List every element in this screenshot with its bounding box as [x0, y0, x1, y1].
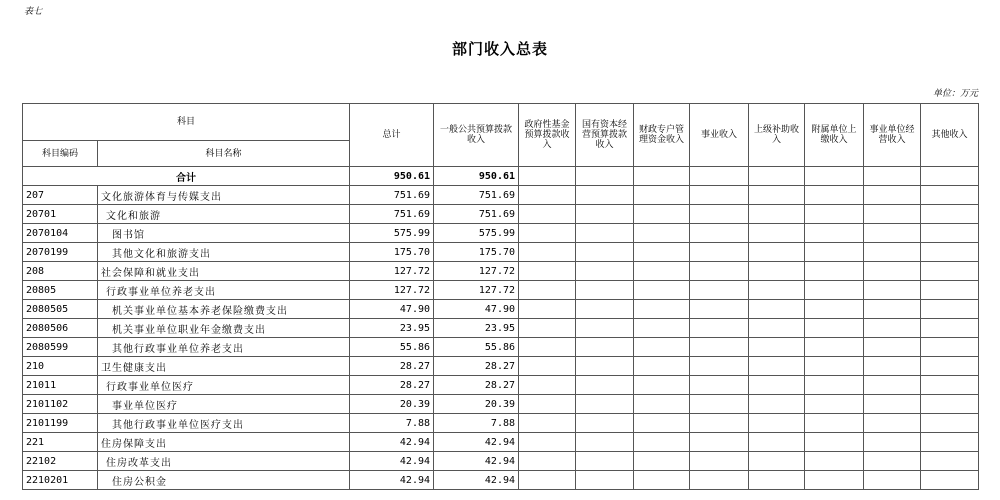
row-code: 221: [23, 433, 98, 452]
empty-cell: [805, 205, 864, 224]
empty-cell: [690, 205, 749, 224]
row-total: 28.27: [350, 376, 434, 395]
empty-cell: [921, 452, 979, 471]
empty-cell: [921, 414, 979, 433]
empty-cell: [864, 414, 921, 433]
row-general: 42.94: [434, 433, 519, 452]
empty-cell: [634, 186, 690, 205]
header-general-budget: 一般公共预算拨款收入: [434, 104, 519, 167]
empty-cell: [690, 357, 749, 376]
income-summary-table: [22, 103, 979, 490]
empty-cell: [576, 243, 634, 262]
empty-cell: [864, 186, 921, 205]
empty-cell: [519, 186, 576, 205]
table-row: [23, 414, 979, 433]
empty-cell: [634, 243, 690, 262]
empty-cell: [576, 414, 634, 433]
empty-cell: [749, 319, 805, 338]
empty-cell: [576, 319, 634, 338]
row-general: 20.39: [434, 395, 519, 414]
empty-cell: [749, 452, 805, 471]
row-name: 住房公积金: [98, 471, 350, 490]
row-code: 210: [23, 357, 98, 376]
row-name: 机关事业单位基本养老保险缴费支出: [98, 300, 350, 319]
empty-cell: [805, 243, 864, 262]
empty-cell: [864, 357, 921, 376]
row-total: 127.72: [350, 262, 434, 281]
empty-cell: [519, 281, 576, 300]
row-name: 住房改革支出: [98, 452, 350, 471]
empty-cell: [690, 414, 749, 433]
empty-cell: [921, 281, 979, 300]
empty-cell: [749, 262, 805, 281]
empty-cell: [634, 338, 690, 357]
empty-cell: [690, 395, 749, 414]
empty-cell: [690, 376, 749, 395]
table-row: [23, 243, 979, 262]
empty-cell: [576, 262, 634, 281]
empty-cell: [519, 205, 576, 224]
row-code: 22102: [23, 452, 98, 471]
empty-cell: [519, 433, 576, 452]
row-code: 208: [23, 262, 98, 281]
empty-cell: [519, 414, 576, 433]
empty-cell: [634, 224, 690, 243]
table-number-label: 表七: [24, 7, 43, 17]
empty-cell: [921, 395, 979, 414]
empty-cell: [864, 452, 921, 471]
row-total: 42.94: [350, 452, 434, 471]
empty-cell: [749, 357, 805, 376]
header-fiscal-special: 财政专户管理资金收入: [634, 104, 690, 167]
empty-cell: [519, 243, 576, 262]
row-name: 文化旅游体育与传媒支出: [98, 186, 350, 205]
header-subject-code: 科目编码: [23, 141, 98, 167]
empty-cell: [519, 338, 576, 357]
empty-cell: [749, 376, 805, 395]
row-total: 751.69: [350, 205, 434, 224]
empty-cell: [576, 395, 634, 414]
empty-cell: [921, 357, 979, 376]
row-name: 住房保障支出: [98, 433, 350, 452]
empty-cell: [576, 281, 634, 300]
empty-cell: [576, 205, 634, 224]
row-total: 751.69: [350, 186, 434, 205]
row-name: 其他文化和旅游支出: [98, 243, 350, 262]
table-row: [23, 452, 979, 471]
empty-cell: [749, 433, 805, 452]
table-row: [23, 224, 979, 243]
empty-cell: [576, 471, 634, 490]
table-row: [23, 205, 979, 224]
empty-cell: [864, 471, 921, 490]
empty-cell: [864, 281, 921, 300]
empty-cell: [864, 224, 921, 243]
empty-cell: [864, 205, 921, 224]
header-business-income: 事业收入: [690, 104, 749, 167]
empty-cell: [805, 338, 864, 357]
row-code: 207: [23, 186, 98, 205]
table-row: [23, 357, 979, 376]
empty-cell: [634, 376, 690, 395]
empty-cell: [690, 224, 749, 243]
row-name: 其他行政事业单位养老支出: [98, 338, 350, 357]
empty-cell: [805, 224, 864, 243]
empty-cell: [690, 243, 749, 262]
header-state-capital: 国有资本经营预算拨款收入: [576, 104, 634, 167]
empty-cell: [634, 452, 690, 471]
row-code: 2210201: [23, 471, 98, 490]
header-subject-name: 科目名称: [98, 141, 350, 167]
row-name: 卫生健康支出: [98, 357, 350, 376]
table-row: [23, 281, 979, 300]
row-code: 2080599: [23, 338, 98, 357]
empty-cell: [519, 395, 576, 414]
empty-cell: [864, 338, 921, 357]
row-general: 751.69: [434, 205, 519, 224]
empty-cell: [749, 243, 805, 262]
empty-cell: [805, 471, 864, 490]
header-total: 总计: [350, 104, 434, 167]
row-general: 7.88: [434, 414, 519, 433]
row-total: 42.94: [350, 471, 434, 490]
total-sum: 950.61: [350, 167, 434, 186]
table-row: [23, 186, 979, 205]
empty-cell: [634, 395, 690, 414]
row-name: 图书馆: [98, 224, 350, 243]
empty-cell: [864, 376, 921, 395]
row-code: 2101102: [23, 395, 98, 414]
empty-cell: [921, 262, 979, 281]
unit-label: 单位：万元: [932, 89, 978, 99]
empty-cell: [864, 300, 921, 319]
empty-cell: [634, 300, 690, 319]
header-other-income: 其他收入: [921, 104, 979, 167]
empty-cell: [749, 395, 805, 414]
row-total: 7.88: [350, 414, 434, 433]
empty-cell: [864, 243, 921, 262]
empty-cell: [749, 471, 805, 490]
row-code: 2070104: [23, 224, 98, 243]
row-code: 2101199: [23, 414, 98, 433]
table-row: [23, 376, 979, 395]
empty-cell: [749, 186, 805, 205]
row-general: 751.69: [434, 186, 519, 205]
empty-cell: [634, 471, 690, 490]
empty-cell: [690, 452, 749, 471]
row-general: 23.95: [434, 319, 519, 338]
empty-cell: [921, 319, 979, 338]
header-subject: 科目: [23, 104, 350, 141]
table-row: [23, 338, 979, 357]
empty-cell: [805, 319, 864, 338]
empty-cell: [576, 338, 634, 357]
empty-cell: [749, 300, 805, 319]
empty-cell: [921, 376, 979, 395]
empty-cell: [519, 224, 576, 243]
empty-cell: [634, 319, 690, 338]
table-row: [23, 300, 979, 319]
empty-cell: [519, 357, 576, 376]
header-superior-subsidy: 上级补助收入: [749, 104, 805, 167]
empty-cell: [576, 433, 634, 452]
empty-cell: [749, 414, 805, 433]
empty-cell: [690, 262, 749, 281]
total-general: 950.61: [434, 167, 519, 186]
empty-cell: [805, 433, 864, 452]
empty-cell: [634, 281, 690, 300]
empty-cell: [805, 262, 864, 281]
row-general: 28.27: [434, 376, 519, 395]
empty-cell: [805, 395, 864, 414]
empty-cell: [921, 471, 979, 490]
empty-cell: [690, 471, 749, 490]
row-name: 其他行政事业单位医疗支出: [98, 414, 350, 433]
empty-cell: [805, 300, 864, 319]
table-row: [23, 433, 979, 452]
empty-cell: [690, 433, 749, 452]
empty-cell: [921, 186, 979, 205]
row-code: 2080505: [23, 300, 98, 319]
page-title: 部门收入总表: [451, 40, 548, 58]
table-row: [23, 471, 979, 490]
row-general: 42.94: [434, 471, 519, 490]
empty-cell: [921, 243, 979, 262]
empty-cell: [576, 224, 634, 243]
empty-cell: [690, 319, 749, 338]
row-general: 28.27: [434, 357, 519, 376]
row-name: 社会保障和就业支出: [98, 262, 350, 281]
total-row: [23, 167, 979, 186]
empty-cell: [690, 281, 749, 300]
row-total: 23.95: [350, 319, 434, 338]
empty-cell: [805, 281, 864, 300]
row-name: 行政事业单位养老支出: [98, 281, 350, 300]
row-general: 127.72: [434, 281, 519, 300]
row-total: 20.39: [350, 395, 434, 414]
empty-cell: [921, 338, 979, 357]
row-general: 42.94: [434, 452, 519, 471]
row-name: 机关事业单位职业年金缴费支出: [98, 319, 350, 338]
empty-cell: [576, 186, 634, 205]
row-total: 55.86: [350, 338, 434, 357]
empty-cell: [519, 262, 576, 281]
row-name: 文化和旅游: [98, 205, 350, 224]
empty-cell: [634, 433, 690, 452]
empty-cell: [519, 376, 576, 395]
empty-cell: [749, 338, 805, 357]
empty-cell: [576, 452, 634, 471]
empty-cell: [634, 357, 690, 376]
empty-cell: [576, 357, 634, 376]
header-business-operation: 事业单位经营收入: [864, 104, 921, 167]
empty-cell: [805, 414, 864, 433]
empty-cell: [519, 300, 576, 319]
row-code: 21011: [23, 376, 98, 395]
row-code: 2080506: [23, 319, 98, 338]
empty-cell: [921, 433, 979, 452]
empty-cell: [690, 186, 749, 205]
empty-cell: [634, 414, 690, 433]
empty-cell: [690, 300, 749, 319]
row-total: 47.90: [350, 300, 434, 319]
row-general: 55.86: [434, 338, 519, 357]
row-code: 20805: [23, 281, 98, 300]
empty-cell: [864, 433, 921, 452]
empty-cell: [864, 319, 921, 338]
empty-cell: [519, 471, 576, 490]
empty-cell: [864, 262, 921, 281]
empty-cell: [805, 357, 864, 376]
table-row: [23, 395, 979, 414]
empty-cell: [690, 338, 749, 357]
empty-cell: [921, 205, 979, 224]
row-total: 127.72: [350, 281, 434, 300]
row-general: 127.72: [434, 262, 519, 281]
row-general: 575.99: [434, 224, 519, 243]
empty-cell: [519, 319, 576, 338]
header-affiliated-income: 附属单位上缴收入: [805, 104, 864, 167]
table-row: [23, 319, 979, 338]
empty-cell: [576, 376, 634, 395]
empty-cell: [749, 205, 805, 224]
table-row: [23, 262, 979, 281]
row-code: 20701: [23, 205, 98, 224]
row-total: 42.94: [350, 433, 434, 452]
total-label: 合计: [23, 167, 350, 186]
empty-cell: [921, 224, 979, 243]
row-total: 28.27: [350, 357, 434, 376]
empty-cell: [921, 300, 979, 319]
empty-cell: [805, 186, 864, 205]
empty-cell: [749, 224, 805, 243]
row-name: 事业单位医疗: [98, 395, 350, 414]
row-general: 47.90: [434, 300, 519, 319]
empty-cell: [519, 452, 576, 471]
empty-cell: [805, 452, 864, 471]
row-total: 575.99: [350, 224, 434, 243]
row-name: 行政事业单位医疗: [98, 376, 350, 395]
header-gov-fund: 政府性基金预算拨款收入: [519, 104, 576, 167]
row-general: 175.70: [434, 243, 519, 262]
empty-cell: [576, 300, 634, 319]
empty-cell: [634, 262, 690, 281]
empty-cell: [749, 281, 805, 300]
empty-cell: [634, 205, 690, 224]
empty-cell: [805, 376, 864, 395]
row-code: 2070199: [23, 243, 98, 262]
row-total: 175.70: [350, 243, 434, 262]
empty-cell: [864, 395, 921, 414]
